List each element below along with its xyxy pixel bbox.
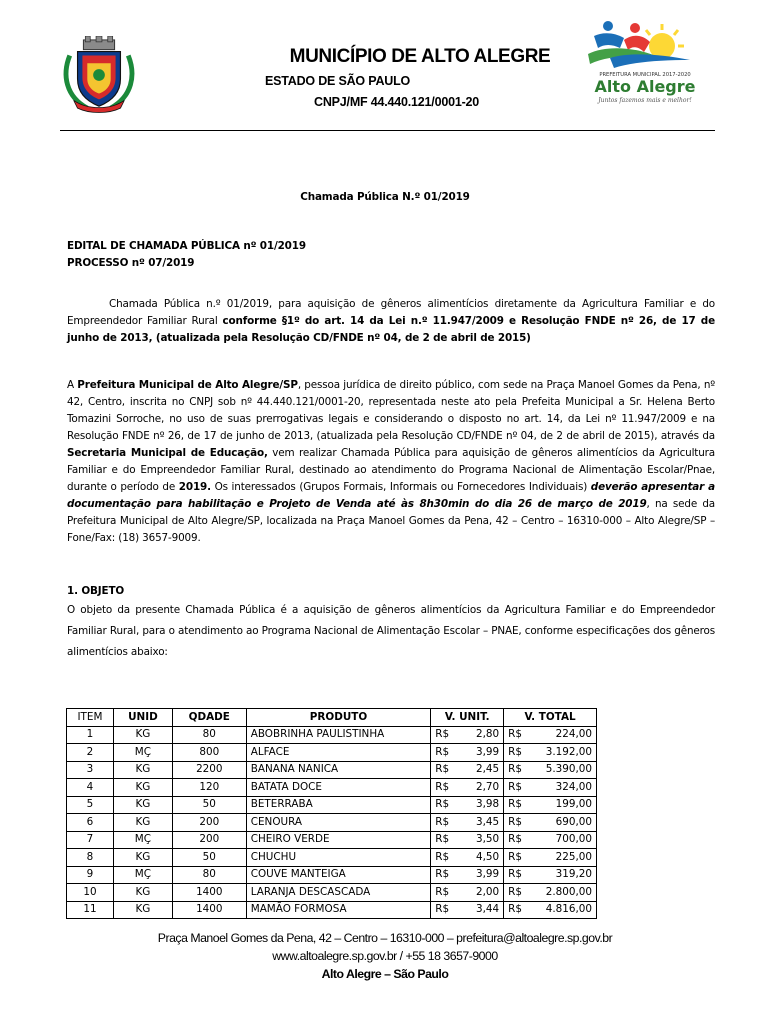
table-row: [67, 866, 597, 884]
cell-item: 4: [67, 779, 114, 797]
currency-symbol: R$: [435, 903, 450, 916]
intro-legal-reference: conforme §1º do art. 14 da Lei n.º 11.947/2009 e Resolução FNDE nº 26, de 17 de junho de 2013, (atualizada pela Resolução CD/FNDE nº 04, de 2 de abril de 2015): [67, 315, 715, 344]
cell-vunit: [431, 796, 504, 814]
currency-symbol: R$: [435, 833, 450, 846]
cell-item: 8: [67, 849, 114, 867]
column-header-item: ITEM: [67, 709, 114, 727]
column-header-produto: PRODUTO: [246, 709, 431, 727]
edital-heading: [67, 238, 306, 272]
currency-symbol: R$: [508, 833, 522, 846]
cell-produto: BETERRABA: [246, 796, 431, 814]
logo-slogan: Juntos fazemos mais e melhor!: [598, 97, 692, 104]
cell-produto: LARANJA DESCASCADA: [246, 884, 431, 902]
cell-unid: KG: [113, 726, 172, 744]
objeto-paragraph: O objeto da presente Chamada Pública é a aquisição de gêneros alimentícios da Agricultura Familiar e do Empreendedor Familiar Rural, para o atendimento ao Programa Nacional de Alimentação Escolar – PNAE, conforme especificações dos gêneros alimentícios abaixo:: [67, 604, 715, 658]
cell-vunit: [431, 726, 504, 744]
cell-vtotal: [504, 814, 597, 832]
cell-vtotal: [504, 901, 597, 919]
cell-item: 2: [67, 744, 114, 762]
cell-unid: KG: [113, 761, 172, 779]
cell-vtotal: [504, 831, 597, 849]
amount-value: 199,00: [555, 798, 592, 811]
amount-value: 319,20: [555, 868, 592, 881]
cell-qdade: 120: [172, 779, 246, 797]
cell-unid: KG: [113, 796, 172, 814]
cell-vtotal: [504, 884, 597, 902]
cell-produto: BANANA NANICA: [246, 761, 431, 779]
main-text: Os interessados (Grupos Formais, Informais ou Fornecedores Individuais): [210, 481, 591, 493]
cell-unid: KG: [113, 884, 172, 902]
cell-vtotal: [504, 779, 597, 797]
cell-qdade: 80: [172, 726, 246, 744]
secretariat-name: Secretaria Municipal de Educação,: [67, 447, 268, 459]
table-row: [67, 849, 597, 867]
main-paragraph: [67, 377, 715, 547]
cell-item: 1: [67, 726, 114, 744]
cell-vtotal: [504, 761, 597, 779]
amount-value: 2.800,00: [545, 885, 592, 898]
cell-vtotal: [504, 744, 597, 762]
table-row: [67, 779, 597, 797]
cell-item: 6: [67, 814, 114, 832]
amount-value: 3,98: [475, 798, 500, 811]
column-header-unid: UNID: [113, 709, 172, 727]
currency-symbol: R$: [435, 728, 450, 741]
cell-qdade: 800: [172, 744, 246, 762]
cell-unid: MÇ: [113, 744, 172, 762]
currency-symbol: R$: [435, 763, 450, 776]
cell-item: 9: [67, 866, 114, 884]
table-row: [67, 884, 597, 902]
currency-symbol: R$: [508, 745, 522, 758]
footer-address: Praça Manoel Gomes da Pena, 42 – Centro – 16310-000 – prefeitura@altoalegre.sp.gov.br: [157, 931, 613, 945]
amount-value: 5.390,00: [545, 763, 592, 776]
currency-symbol: R$: [435, 745, 450, 758]
table-row: [67, 744, 597, 762]
cell-item: 11: [67, 901, 114, 919]
column-header-qdade: QDADE: [172, 709, 246, 727]
currency-symbol: R$: [508, 815, 522, 828]
cell-qdade: 2200: [172, 761, 246, 779]
currency-symbol: R$: [435, 780, 450, 793]
currency-symbol: R$: [435, 798, 450, 811]
cell-unid: KG: [113, 779, 172, 797]
cell-vunit: [431, 761, 504, 779]
cell-item: 3: [67, 761, 114, 779]
amount-value: 224,00: [555, 728, 592, 741]
cell-unid: KG: [113, 814, 172, 832]
currency-symbol: R$: [435, 868, 450, 881]
deadline-text: deverão apresentar a documentação para habilitação e Projeto de Venda até às 8h30min do dia 26 de março de 2019: [67, 481, 715, 510]
products-table: [66, 708, 597, 919]
cell-vunit: [431, 814, 504, 832]
state-subtitle: ESTADO DE SÃO PAULO: [265, 74, 411, 88]
amount-value: 3,45: [475, 815, 500, 828]
cell-produto: BATATA DOCE: [246, 779, 431, 797]
cell-produto: CHUCHU: [246, 849, 431, 867]
main-text: , na sede da Prefeitura Municipal de Alto Alegre/SP, localizada na Praça Manoel Gomes da Pena, 42 – Centro – 16310-000 – Alto Alegre/SP – Fone/Fax: (18) 3657-9009.: [67, 498, 715, 544]
currency-symbol: R$: [435, 815, 450, 828]
cell-vtotal: [504, 849, 597, 867]
table-row: [67, 901, 597, 919]
amount-value: 2,45: [475, 763, 500, 776]
cell-vunit: [431, 901, 504, 919]
amount-value: 225,00: [555, 850, 592, 863]
cell-produto: COUVE MANTEIGA: [246, 866, 431, 884]
amount-value: 3,99: [475, 745, 500, 758]
logo-name: Alto Alegre: [594, 77, 696, 96]
period-year: 2019.: [178, 481, 211, 493]
amount-value: 690,00: [555, 815, 592, 828]
cell-vunit: [431, 849, 504, 867]
cell-produto: MAMÃO FORMOSA: [246, 901, 431, 919]
cell-unid: MÇ: [113, 866, 172, 884]
intro-paragraph: [67, 296, 715, 347]
currency-symbol: R$: [508, 728, 522, 741]
footer-contact: www.altoalegre.sp.gov.br / +55 18 3657-9000: [272, 949, 498, 963]
cell-item: 5: [67, 796, 114, 814]
cell-vunit: [431, 744, 504, 762]
cell-vunit: [431, 884, 504, 902]
page-title: MUNICÍPIO DE ALTO ALEGRE: [289, 46, 551, 67]
cell-item: 7: [67, 831, 114, 849]
call-title: Chamada Pública N.º 01/2019: [300, 191, 470, 203]
footer-city: Alto Alegre – São Paulo: [321, 967, 449, 981]
cell-produto: ALFACE: [246, 744, 431, 762]
cell-vunit: [431, 779, 504, 797]
cell-qdade: 1400: [172, 884, 246, 902]
currency-symbol: R$: [508, 798, 522, 811]
amount-value: 4,50: [475, 850, 500, 863]
currency-symbol: R$: [508, 868, 522, 881]
currency-symbol: R$: [508, 780, 522, 793]
main-text: vem realizar Chamada Pública para aquisição de gêneros alimentícios da Agricultura Familiar e do Empreendedor Familiar Rural, destinado ao atendimento do Programa Nacional de Alimentação Escolar/Pnae, durante o período de: [67, 447, 716, 493]
cell-produto: CENOURA: [246, 814, 431, 832]
cell-unid: KG: [113, 901, 172, 919]
amount-value: 700,00: [555, 833, 592, 846]
table-row: [67, 726, 597, 744]
table-body: [67, 726, 597, 919]
process-line: PROCESSO nº 07/2019: [67, 257, 195, 269]
amount-value: 3,44: [475, 903, 500, 916]
amount-value: 4.816,00: [545, 903, 592, 916]
column-header-vunit: V. UNIT.: [431, 709, 504, 727]
amount-value: 2,00: [475, 885, 500, 898]
cell-vtotal: [504, 726, 597, 744]
main-text: , pessoa jurídica de direito público, com sede na Praça Manoel Gomes da Pena, nº 42, Centro, inscrita no CNPJ sob nº 44.440.121/0001-20, representada neste ato pela Prefeita Municipal a Sr. Helena Berto Tomazini Sorroche, no uso de suas prerrogativas legais e considerando o disposto no art. 14, da Lei nº 11.947/2009 e na Resolução FNDE nº 26, de 17 de junho de 2013, (atualizada pela Resolução CD/FNDE nº 04, de 2 de abril de 2015), através da: [67, 379, 715, 442]
amount-value: 2,70: [475, 780, 500, 793]
section-heading-objeto: 1. OBJETO: [67, 585, 125, 597]
table-row: [67, 761, 597, 779]
cell-produto: ABOBRINHA PAULISTINHA: [246, 726, 431, 744]
prefecture-name: Prefeitura Municipal de Alto Alegre/SP: [77, 379, 298, 391]
header-divider: [60, 130, 715, 131]
amount-value: 2,80: [475, 728, 500, 741]
cell-qdade: 80: [172, 866, 246, 884]
currency-symbol: R$: [508, 850, 522, 863]
currency-symbol: R$: [508, 885, 522, 898]
cell-qdade: 200: [172, 814, 246, 832]
cell-qdade: 50: [172, 849, 246, 867]
cell-qdade: 1400: [172, 901, 246, 919]
cell-qdade: 50: [172, 796, 246, 814]
logo-tagline: PREFEITURA MUNICIPAL 2017-2020: [599, 72, 691, 78]
cell-produto: CHEIRO VERDE: [246, 831, 431, 849]
currency-symbol: R$: [435, 885, 450, 898]
table-row: [67, 814, 597, 832]
amount-value: 3,99: [475, 868, 500, 881]
cnpj-line: CNPJ/MF 44.440.121/0001-20: [314, 95, 480, 109]
table-row: [67, 796, 597, 814]
main-text: A: [67, 379, 78, 391]
cell-unid: MÇ: [113, 831, 172, 849]
cell-qdade: 200: [172, 831, 246, 849]
currency-symbol: R$: [508, 763, 522, 776]
cell-item: 10: [67, 884, 114, 902]
cell-vtotal: [504, 866, 597, 884]
cell-vunit: [431, 866, 504, 884]
column-header-vtotal: V. TOTAL: [504, 709, 597, 727]
alto-alegre-logo: [580, 14, 710, 109]
intro-text: Chamada Pública n.º 01/2019, para aquisição de gêneros alimentícios diretamente da Agricultura Familiar e do Empreendedor Familiar Rural: [67, 298, 715, 327]
amount-value: 3,50: [475, 833, 500, 846]
cell-unid: KG: [113, 849, 172, 867]
table-header-row: [67, 709, 597, 727]
currency-symbol: R$: [508, 903, 522, 916]
amount-value: 3.192,00: [545, 745, 592, 758]
cell-vunit: [431, 831, 504, 849]
amount-value: 324,00: [555, 780, 592, 793]
currency-symbol: R$: [435, 850, 450, 863]
edital-line: EDITAL DE CHAMADA PÚBLICA nº 01/2019: [67, 240, 306, 252]
table-row: [67, 831, 597, 849]
cell-vtotal: [504, 796, 597, 814]
